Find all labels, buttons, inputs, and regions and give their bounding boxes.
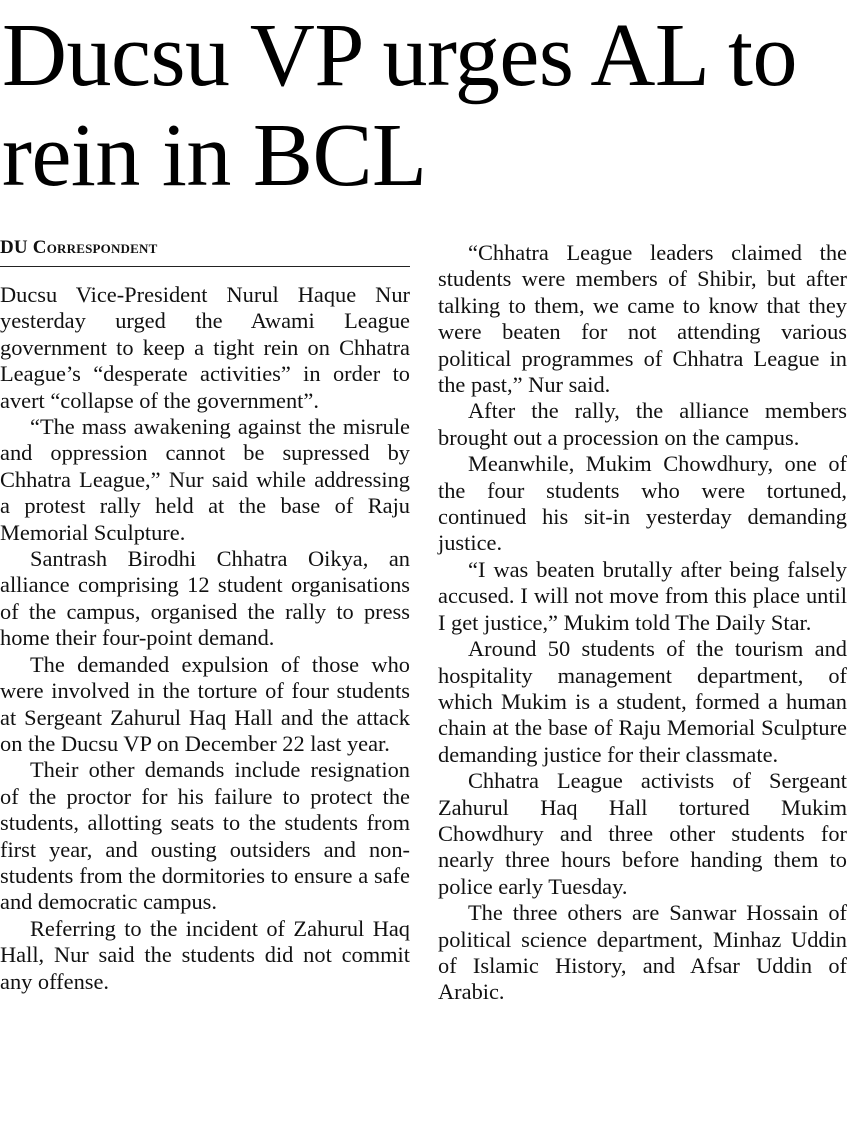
article-column-right [438,240,847,1006]
paragraph: Referring to the incident of Zahurul Haq Hall, Nur said the students did not commit any offense. [0,915,410,994]
paragraph: “The mass awakening against the misrule and oppression cannot be supressed by Chhatra League,” Nur said while addressing a protest rally held at the base of Raju Memorial Sculpture. [0,414,410,545]
paragraph: Ducsu Vice-President Nurul Haque Nur yesterday urged the Awami League government to keep a tight rein on Chhatra League’s “desperate activities” in order to avert “collapse of the government”. [0,282,410,413]
paragraph: Around 50 students of the tourism and hospitality management department, of which Mukim is a student, formed a human chain at the base of Raju Memorial Sculpture demanding justice for their classmate. [438,636,847,767]
paragraph: After the rally, the alliance members brought out a procession on the campus. [438,398,847,450]
paragraph: Santrash Birodhi Chhatra Oikya, an alliance comprising 12 student organisations of the campus, organised the rally to press home their four-point demand. [0,546,410,651]
headline: Ducsu VP urges AL to rein in BCL [2,6,798,205]
paragraph: The three others are Sanwar Hossain of political science department, Minhaz Uddin of Islamic History, and Afsar Uddin of Arabic. [438,900,847,1005]
paragraph: The demanded expulsion of those who were involved in the torture of four students at Sergeant Zahurul Haq Hall and the attack on the Ducsu VP on December 22 last year. [0,651,410,756]
paragraph: Meanwhile, Mukim Chowdhury, one of the four students who were tortuned, continued his sit-in yesterday demanding justice. [438,451,847,556]
paragraph: “Chhatra League leaders claimed the students were members of Shibir, but after talking to them, we came to know that they were beaten for not attending various political programmes of Chhatra League in the past,” Nur said. [438,240,847,398]
paragraph: Their other demands include resignation of the proctor for his failure to protect the students, allotting seats to the students from first year, and ousting outsiders and non-students from the dormitories to ensure a safe and democratic campus. [0,757,410,915]
paragraph: Chhatra League activists of Sergeant Zahurul Haq Hall tortured Mukim Chowdhury and three other students for nearly three hours before handing them to police early Tuesday. [438,768,847,899]
article-column-left [0,282,410,995]
byline: DU Correspondent [0,236,410,267]
paragraph: “I was beaten brutally after being falsely accused. I will not move from this place until I get justice,” Mukim told The Daily Star. [438,556,847,635]
